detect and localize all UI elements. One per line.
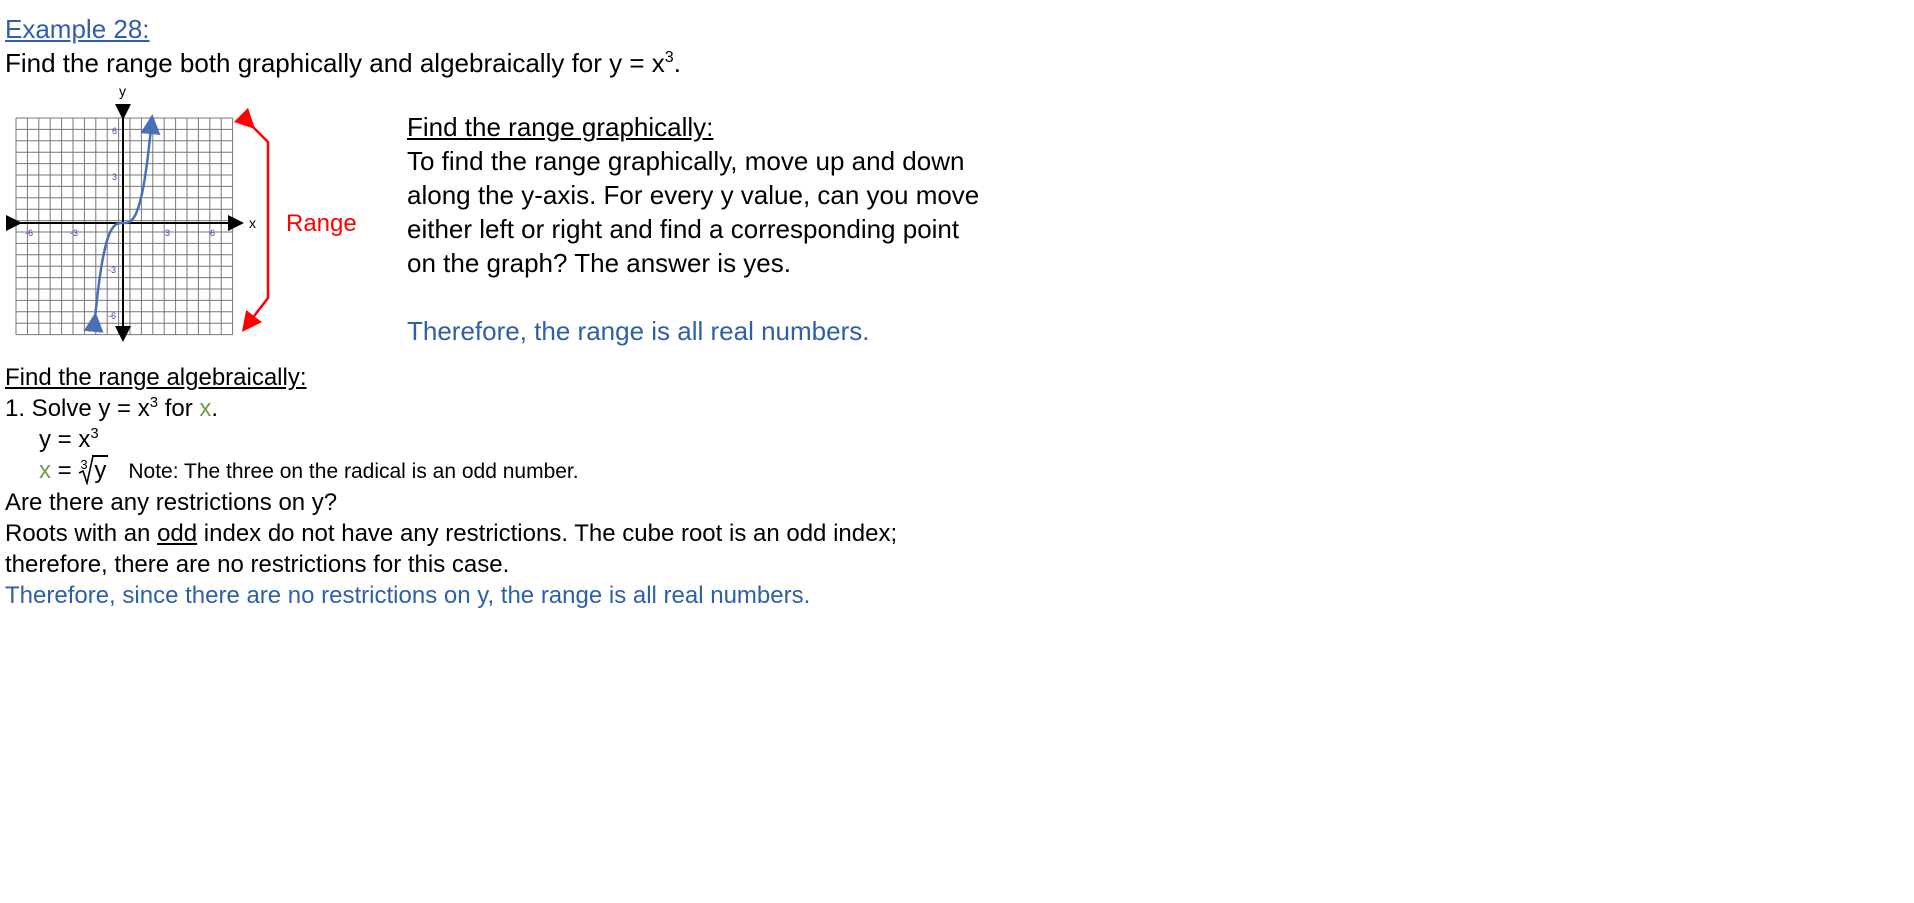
y-tick-neg6: -6 (108, 311, 117, 321)
roots-post: index do not have any restrictions. The cube root is an odd index; (197, 520, 898, 547)
algebraically-heading: Find the range algebraically: (5, 364, 307, 391)
problem-period: . (673, 48, 681, 78)
problem-exponent: 3 (664, 48, 674, 67)
x-axis-label: x (249, 215, 256, 231)
x-tick-3: 3 (165, 228, 171, 238)
eq2-variable: x (39, 457, 51, 484)
graphically-line: along the y-axis. For every y value, can you move (407, 180, 980, 210)
y-tick-neg3: -3 (108, 265, 117, 275)
roots-line (5, 518, 897, 549)
graphically-heading: Find the range graphically: (407, 112, 714, 142)
x-tick-neg3: -3 (70, 228, 79, 238)
therefore-line: therefore, there are no restrictions for this case. (5, 551, 510, 578)
radical-note: Note: The three on the radical is an odd number. (128, 460, 579, 483)
radical-sign-icon (78, 455, 94, 485)
graphically-line: on the graph? The answer is yes. (407, 248, 791, 278)
y-tick-3: 3 (112, 172, 118, 182)
range-label: Range (286, 210, 357, 237)
example-title: Example 28: (5, 14, 150, 44)
problem-statement (5, 48, 681, 79)
cubic-graph (0, 82, 380, 352)
y-axis-label: y (119, 83, 126, 99)
graph-grid (16, 118, 233, 335)
radical-index: 3 (80, 457, 88, 472)
y-tick-6: 6 (112, 126, 118, 136)
step1-variable: x (199, 395, 212, 422)
graphically-conclusion: Therefore, the range is all real numbers. (407, 316, 870, 346)
roots-odd: odd (157, 520, 198, 547)
equation-2 (5, 455, 897, 487)
graphically-line: To find the range graphically, move up and down (407, 146, 965, 176)
graphical-explanation (407, 110, 979, 348)
eq1-text: y = x (39, 426, 91, 453)
step1-period: . (211, 395, 219, 422)
step1-for: for (158, 395, 200, 422)
eq1-exponent: 3 (90, 425, 99, 442)
step1-text: 1. Solve y = x (5, 395, 150, 422)
graphically-line: either left or right and find a corresponding point (407, 214, 960, 244)
equation-1 (5, 424, 897, 455)
restriction-question: Are there any restrictions on y? (5, 489, 338, 516)
step1-exponent: 3 (149, 394, 159, 411)
cube-root (78, 455, 108, 486)
algebraic-explanation (5, 362, 897, 611)
x-tick-neg6: -6 (25, 228, 34, 238)
problem-text: Find the range both graphically and algebraically for y = x (5, 48, 665, 78)
x-tick-6: 6 (210, 228, 216, 238)
step-1 (5, 393, 897, 424)
eq2-equals: = (51, 457, 79, 484)
algebraically-conclusion: Therefore, since there are no restrictions on y, the range is all real numbers. (5, 582, 811, 609)
radicand: y (94, 457, 107, 484)
roots-pre: Roots with an (5, 520, 158, 547)
